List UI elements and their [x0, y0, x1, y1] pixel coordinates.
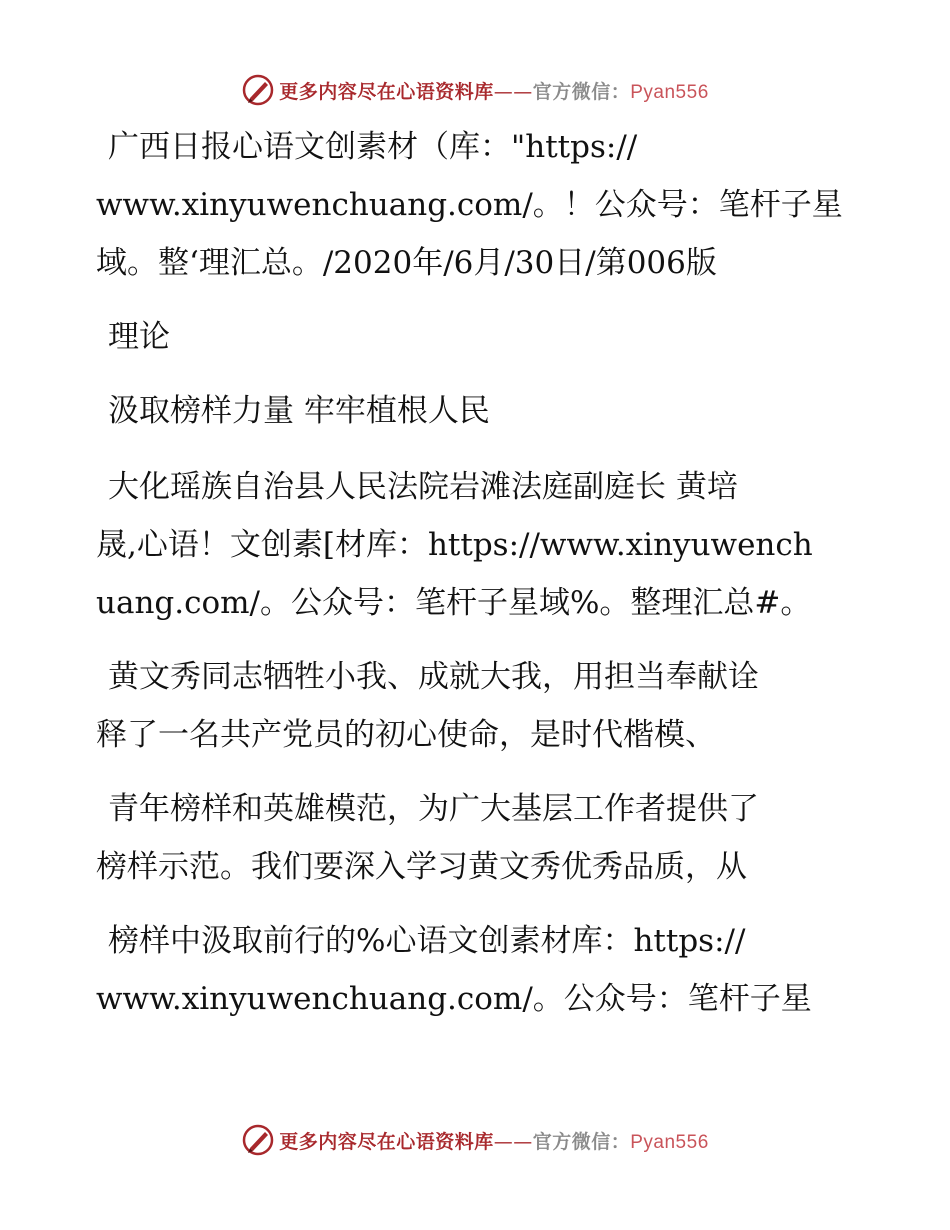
body-line: 榜样示范。我们要深入学习黄文秀优秀品质，从 — [96, 849, 747, 885]
author-byline — [96, 458, 876, 632]
author-line: 大化瑶族自治县人民法院岩滩法庭副庭长 黄培 — [108, 469, 738, 505]
body-paragraph-2 — [96, 780, 876, 896]
body-line: www.xinyuwenchuang.com/。公众号：笔杆子星 — [96, 981, 812, 1017]
author-line: uang.com/。公众号：笔杆子星域%。整理汇总#。 — [96, 585, 812, 621]
banner-brand-text: 更多内容尽在心语资料库 — [279, 80, 494, 103]
banner-dash: —— — [493, 80, 533, 103]
section-label — [96, 308, 876, 366]
banner-wechat-label: 官方微信： — [532, 80, 631, 103]
banner-brand-text: 更多内容尽在心语资料库 — [279, 1130, 494, 1153]
article-title — [96, 382, 876, 440]
pen-logo-icon — [241, 73, 275, 107]
banner-wechat-label: 官方微信： — [532, 1130, 631, 1153]
top-watermark-banner — [0, 70, 950, 110]
body-line: 榜样中汲取前行的%心语文创素材库：https:// — [108, 923, 746, 959]
banner-dash: —— — [493, 1130, 533, 1153]
header-line: 广西日报心语文创素材（库："https:// — [108, 129, 638, 165]
header-line: 域。整‘理汇总。/2020年/6月/30日/第006版 — [96, 245, 717, 281]
pen-logo-icon — [241, 1123, 275, 1157]
section-text: 理论 — [108, 319, 170, 355]
banner-wechat-account: Pyan556 — [630, 81, 709, 103]
banner-wechat-account: Pyan556 — [630, 1131, 709, 1153]
body-paragraph-3 — [96, 912, 876, 1028]
author-line: 晟,心语！文创素[材库：https://www.xinyuwench — [96, 527, 813, 563]
body-line: 释了一名共产党员的初心使命，是时代楷模、 — [96, 717, 716, 753]
header-line: www.xinyuwenchuang.com/。！公众号：笔杆子星 — [96, 187, 843, 223]
body-line: 黄文秀同志牺牲小我、成就大我，用担当奉献诠 — [108, 659, 759, 695]
document-header — [96, 118, 876, 292]
title-text: 汲取榜样力量 牢牢植根人民 — [108, 393, 490, 429]
body-line: 青年榜样和英雄模范，为广大基层工作者提供了 — [108, 791, 759, 827]
bottom-watermark-banner — [0, 1120, 950, 1160]
body-paragraph-1 — [96, 648, 876, 764]
